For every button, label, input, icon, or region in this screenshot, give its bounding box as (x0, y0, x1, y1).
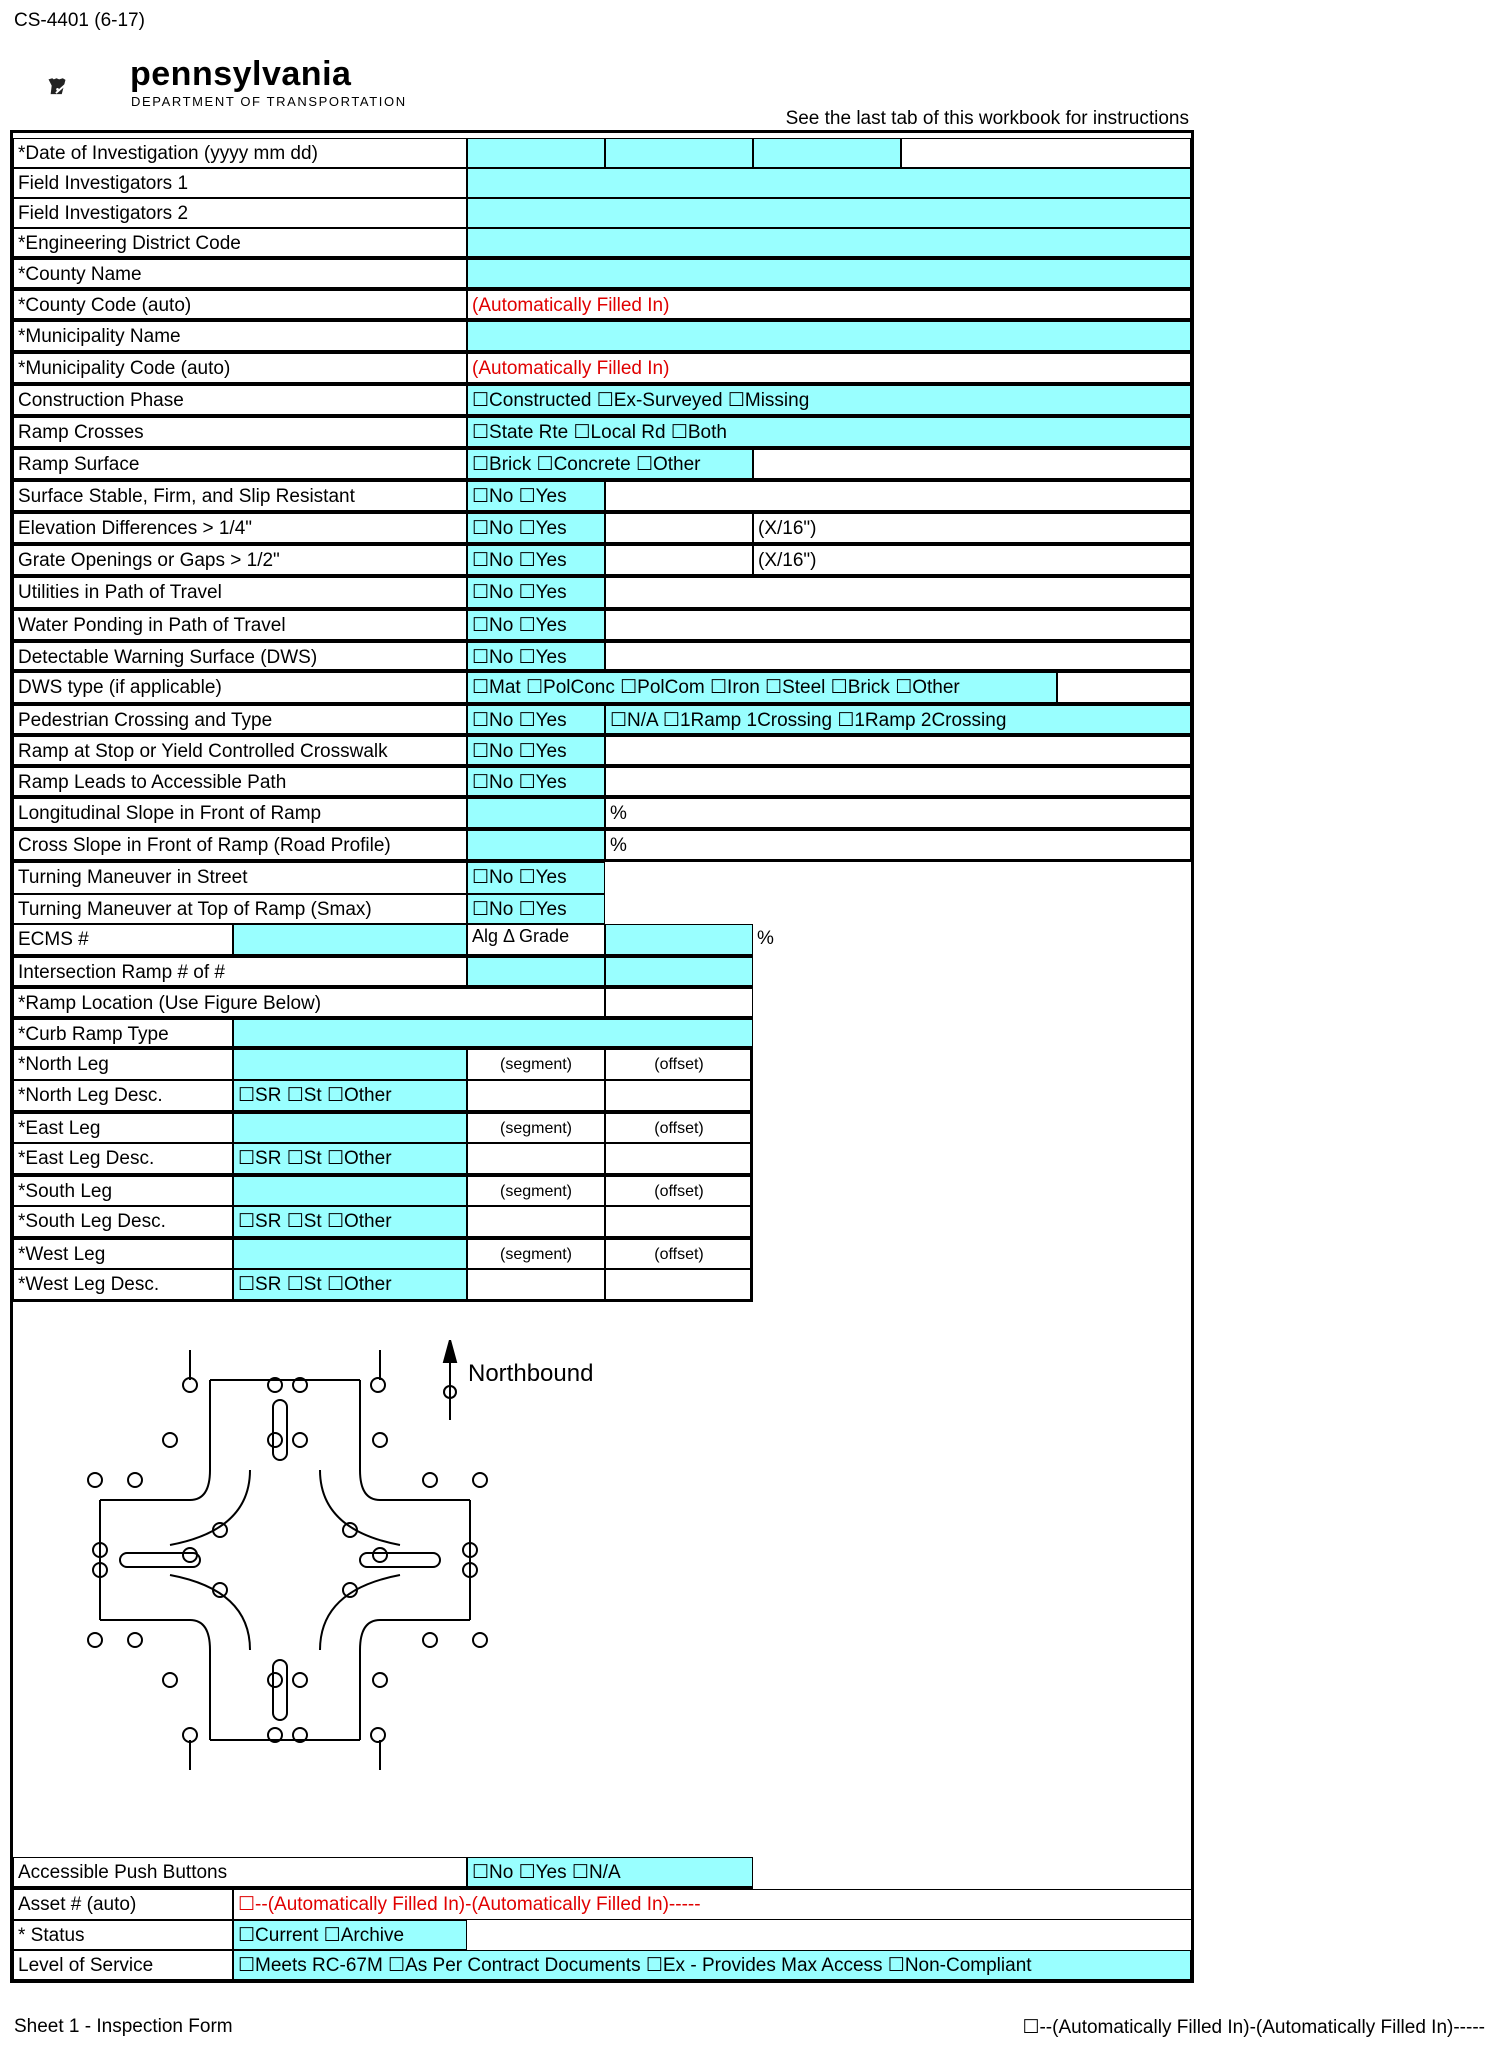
intersection-diagram (60, 1340, 520, 1780)
label-water: Water Ponding in Path of Travel (13, 610, 467, 642)
util-note (605, 577, 1191, 610)
label-dws-type: DWS type (if applicable) (13, 672, 467, 705)
road-lines-icon (100, 1350, 470, 1770)
east-offset-input[interactable] (605, 1143, 753, 1176)
label-east: *East Leg (13, 1113, 233, 1143)
footer-sheet-name: Sheet 1 - Inspection Form (14, 2016, 233, 2037)
stable-note (605, 481, 1191, 513)
label-leads: Ramp Leads to Accessible Path (13, 767, 467, 798)
label-asset: Asset # (auto) (13, 1889, 233, 1920)
location-input[interactable] (605, 988, 753, 1019)
dws-type-other-input[interactable] (1057, 672, 1191, 705)
int-ramp-total-input[interactable] (605, 957, 753, 988)
stable-options[interactable]: ☐No ☐Yes (467, 481, 605, 513)
muni-input[interactable] (467, 321, 1191, 353)
label-grate: Grate Openings or Gaps > 1/2" (13, 545, 467, 577)
grate-unit: (X/16") (753, 545, 1191, 577)
south-offset-input[interactable] (605, 1206, 753, 1239)
ecms-input[interactable] (233, 924, 467, 957)
north-segment-label: (segment) (467, 1049, 605, 1080)
label-cross-slope: Cross Slope in Front of Ramp (Road Profile) (13, 830, 467, 862)
label-west: *West Leg (13, 1239, 233, 1269)
label-county: *County Name (13, 259, 467, 290)
elev-options[interactable]: ☐No ☐Yes (467, 513, 605, 545)
label-alg-grade: Alg Δ Grade (467, 924, 605, 957)
label-ped: Pedestrian Crossing and Type (13, 705, 467, 736)
south-segment-label: (segment) (467, 1176, 605, 1206)
west-input[interactable] (233, 1239, 467, 1269)
label-status: * Status (13, 1920, 233, 1950)
label-south: *South Leg (13, 1176, 233, 1206)
date-month-input[interactable] (605, 138, 753, 168)
fi2-input[interactable] (467, 198, 1191, 228)
asset-auto: ☐--(Automatically Filled In)-(Automatically Filled In)----- (233, 1889, 1191, 1920)
water-note (605, 610, 1191, 642)
label-north: *North Leg (13, 1049, 233, 1080)
district-input[interactable] (467, 228, 1191, 259)
push-options[interactable]: ☐No ☐Yes ☐N/A (467, 1857, 753, 1889)
label-push: Accessible Push Buttons (13, 1857, 467, 1889)
north-desc-options[interactable]: ☐SR ☐St ☐Other (233, 1080, 467, 1113)
label-turn-street: Turning Maneuver in Street (13, 862, 467, 894)
legs-right-border (750, 1049, 753, 1302)
label-muni-code: *Municipality Code (auto) (13, 353, 467, 385)
los-options[interactable]: ☐Meets RC-67M ☐As Per Contract Documents ☐Ex - Provides Max Access ☐Non-Compliant (233, 1950, 1191, 1980)
form-code: CS-4401 (6-17) (14, 10, 145, 31)
west-offset-input[interactable] (605, 1269, 753, 1302)
surface-options[interactable]: ☐Brick ☐Concrete ☐Other (467, 449, 753, 481)
label-stable: Surface Stable, Firm, and Slip Resistant (13, 481, 467, 513)
west-segment-label: (segment) (467, 1239, 605, 1269)
label-los: Level of Service (13, 1950, 233, 1980)
crosses-options[interactable]: ☐State Rte ☐Local Rd ☐Both (467, 417, 1191, 449)
date-year-input[interactable] (467, 138, 605, 168)
east-desc-options[interactable]: ☐SR ☐St ☐Other (233, 1143, 467, 1176)
label-elev: Elevation Differences > 1/4" (13, 513, 467, 545)
stop-options[interactable]: ☐No ☐Yes (467, 736, 605, 767)
grate-options[interactable]: ☐No ☐Yes (467, 545, 605, 577)
stop-note (605, 736, 1191, 767)
status-options[interactable]: ☐Current ☐Archive (233, 1920, 467, 1950)
grate-value-input[interactable] (605, 545, 753, 577)
label-turn-top: Turning Maneuver at Top of Ramp (Smax) (13, 894, 467, 924)
date-day-input[interactable] (753, 138, 901, 168)
north-segment-input[interactable] (467, 1080, 605, 1113)
phase-options[interactable]: ☐Constructed ☐Ex-Surveyed ☐Missing (467, 385, 1191, 417)
label-phase: Construction Phase (13, 385, 467, 417)
south-offset-label: (offset) (605, 1176, 753, 1206)
water-options[interactable]: ☐No ☐Yes (467, 610, 605, 642)
muni-code-auto: (Automatically Filled In) (467, 353, 1191, 385)
south-desc-options[interactable]: ☐SR ☐St ☐Other (233, 1206, 467, 1239)
long-slope-unit: % (605, 798, 1191, 830)
south-segment-input[interactable] (467, 1206, 605, 1239)
ped-options[interactable]: ☐No ☐Yes (467, 705, 605, 736)
label-stop: Ramp at Stop or Yield Controlled Crosswalk (13, 736, 467, 767)
county-input[interactable] (467, 259, 1191, 290)
north-offset-input[interactable] (605, 1080, 753, 1113)
label-location: *Ramp Location (Use Figure Below) (13, 988, 605, 1019)
label-fi2: Field Investigators 2 (13, 198, 467, 228)
west-offset-label: (offset) (605, 1239, 753, 1269)
northbound-label: Northbound (468, 1360, 594, 1387)
surface-other-input[interactable] (753, 449, 1191, 481)
leads-note (605, 767, 1191, 798)
label-util: Utilities in Path of Travel (13, 577, 467, 610)
dws-note (605, 642, 1191, 672)
logo-department: DEPARTMENT OF TRANSPORTATION (131, 94, 407, 109)
label-east-desc: *East Leg Desc. (13, 1143, 233, 1176)
dws-options[interactable]: ☐No ☐Yes (467, 642, 605, 672)
cross-slope-input[interactable] (467, 830, 605, 862)
west-segment-input[interactable] (467, 1269, 605, 1302)
label-district: *Engineering District Code (13, 228, 467, 259)
label-fi1: Field Investigators 1 (13, 168, 467, 198)
county-code-auto: (Automatically Filled In) (467, 290, 1191, 321)
elev-unit: (X/16") (753, 513, 1191, 545)
ped-type-options[interactable]: ☐N/A ☐1Ramp 1Crossing ☐1Ramp 2Crossing (605, 705, 1191, 736)
label-date: *Date of Investigation (yyyy mm dd) (13, 138, 467, 168)
instructions-note: See the last tab of this workbook for instructions (785, 108, 1189, 129)
alg-grade-input[interactable] (605, 924, 753, 957)
label-ecms: ECMS # (13, 924, 233, 957)
west-desc-options[interactable]: ☐SR ☐St ☐Other (233, 1269, 467, 1302)
east-segment-label: (segment) (467, 1113, 605, 1143)
turn-top-options[interactable]: ☐No ☐Yes (467, 894, 605, 924)
east-input[interactable] (233, 1113, 467, 1143)
label-county-code: *County Code (auto) (13, 290, 467, 321)
long-slope-input[interactable] (467, 798, 605, 830)
turn-street-options[interactable]: ☐No ☐Yes (467, 862, 605, 894)
logo-wordmark: pennsylvania (130, 55, 352, 93)
footer-asset: ☐--(Automatically Filled In)-(Automatically Filled In)----- (1022, 2017, 1485, 2038)
south-input[interactable] (233, 1176, 467, 1206)
label-crosses: Ramp Crosses (13, 417, 467, 449)
leads-options[interactable]: ☐No ☐Yes (467, 767, 605, 798)
label-west-desc: *West Leg Desc. (13, 1269, 233, 1302)
label-muni: *Municipality Name (13, 321, 467, 353)
util-options[interactable]: ☐No ☐Yes (467, 577, 605, 610)
label-south-desc: *South Leg Desc. (13, 1206, 233, 1239)
label-int-ramp: Intersection Ramp # of # (13, 957, 467, 988)
fi1-input[interactable] (467, 168, 1191, 198)
label-dws: Detectable Warning Surface (DWS) (13, 642, 467, 672)
date-extra (901, 138, 1191, 168)
label-surface: Ramp Surface (13, 449, 467, 481)
dws-type-options[interactable]: ☐Mat ☐PolConc ☐PolCom ☐Iron ☐Steel ☐Brick ☐Other (467, 672, 1057, 705)
north-input[interactable] (233, 1049, 467, 1080)
cross-slope-unit: % (605, 830, 1191, 862)
penndot-logo-icon (48, 52, 138, 122)
label-curb-type: *Curb Ramp Type (13, 1019, 233, 1049)
east-segment-input[interactable] (467, 1143, 605, 1176)
alg-grade-unit: % (757, 928, 774, 949)
int-ramp-number-input[interactable] (467, 957, 605, 988)
north-arrow-icon (444, 1340, 456, 1420)
label-north-desc: *North Leg Desc. (13, 1080, 233, 1113)
label-long-slope: Longitudinal Slope in Front of Ramp (13, 798, 467, 830)
curb-type-input[interactable] (233, 1019, 753, 1049)
elev-value-input[interactable] (605, 513, 753, 545)
east-offset-label: (offset) (605, 1113, 753, 1143)
north-offset-label: (offset) (605, 1049, 753, 1080)
